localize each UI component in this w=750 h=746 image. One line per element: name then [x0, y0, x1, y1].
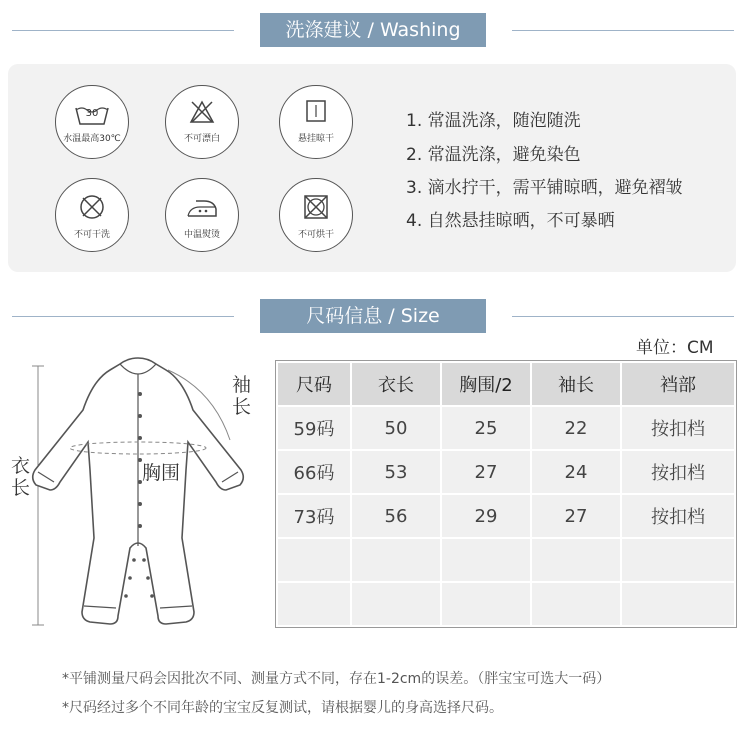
note-1: *平铺测量尺码会因批次不同、测量方式不同，存在1-2cm的误差。（胖宝宝可选大一码） [62, 671, 611, 687]
unit-label: 单位：CM [636, 338, 714, 358]
table-header-row [278, 363, 734, 405]
table-cell [622, 539, 734, 581]
table-cell: 66码 [278, 451, 350, 493]
table-cell [352, 583, 440, 625]
table-cell: 24 [532, 451, 620, 493]
table-cell [352, 539, 440, 581]
instruction-2: 2. 常温洗涤，避免染色 [406, 145, 581, 165]
table-cell: 29 [442, 495, 530, 537]
icon-label-no-bleach: 不可漂白 [183, 134, 220, 144]
header-sleeve: 袖长 [532, 363, 620, 405]
instruction-4: 4. 自然悬挂晾晒，不可暴晒 [406, 211, 615, 231]
icon-label-hang-dry: 悬挂晾干 [297, 134, 334, 144]
instruction-3: 3. 滴水拧干，需平铺晾晒，避免褶皱 [406, 178, 683, 198]
header-chest: 胸围/2 [442, 363, 530, 405]
table-cell [532, 583, 620, 625]
size-table [275, 360, 737, 628]
icon-label-no-dry-clean: 不可干洗 [73, 230, 110, 240]
table-cell: 按扣档 [622, 407, 734, 449]
table-row [278, 539, 734, 581]
wash-30-icon [55, 85, 129, 159]
header-crotch: 裆部 [622, 363, 734, 405]
icon-label-no-tumble-dry: 不可烘干 [297, 230, 334, 240]
table-row [278, 407, 734, 449]
divider-left-size [12, 316, 234, 317]
table-cell: 27 [532, 495, 620, 537]
table-cell: 73码 [278, 495, 350, 537]
no-bleach-icon [165, 85, 239, 159]
wash-temp-text: 30 [85, 108, 99, 119]
no-tumble-dry-icon [279, 178, 353, 252]
table-row [278, 451, 734, 493]
table-cell: 50 [352, 407, 440, 449]
note-2: *尺码经过多个不同年龄的宝宝反复测试，请根据婴儿的身高选择尺码。 [62, 700, 503, 716]
size-title: 尺码信息 / Size [260, 299, 486, 333]
table-cell [442, 583, 530, 625]
table-cell: 27 [442, 451, 530, 493]
table-cell [278, 539, 350, 581]
table-cell [442, 539, 530, 581]
table-row [278, 495, 734, 537]
table-row [278, 583, 734, 625]
iron-medium-icon [165, 178, 239, 252]
sleeve-label: 袖长 [232, 374, 252, 418]
divider-right [512, 30, 734, 31]
table-cell: 25 [442, 407, 530, 449]
icon-label-wash-30: 水温最高30℃ [63, 134, 121, 144]
table-cell: 53 [352, 451, 440, 493]
table-cell: 22 [532, 407, 620, 449]
instruction-1: 1. 常温洗涤，随泡随洗 [406, 111, 581, 131]
table-cell [622, 583, 734, 625]
table-cell: 按扣档 [622, 495, 734, 537]
divider-left [12, 30, 234, 31]
hang-dry-icon [279, 85, 353, 159]
chest-label: 胸围 [142, 462, 181, 484]
icon-label-iron: 中温熨烫 [183, 230, 220, 240]
table-cell: 59码 [278, 407, 350, 449]
header-length: 衣长 [352, 363, 440, 405]
table-cell [278, 583, 350, 625]
table-cell: 按扣档 [622, 451, 734, 493]
table-cell: 56 [352, 495, 440, 537]
romper-illustration [8, 350, 270, 640]
no-dry-clean-icon [55, 178, 129, 252]
length-label: 衣长 [11, 455, 31, 499]
washing-title: 洗涤建议 / Washing [260, 13, 486, 47]
table-cell [532, 539, 620, 581]
header-size: 尺码 [278, 363, 350, 405]
divider-right-size [512, 316, 734, 317]
